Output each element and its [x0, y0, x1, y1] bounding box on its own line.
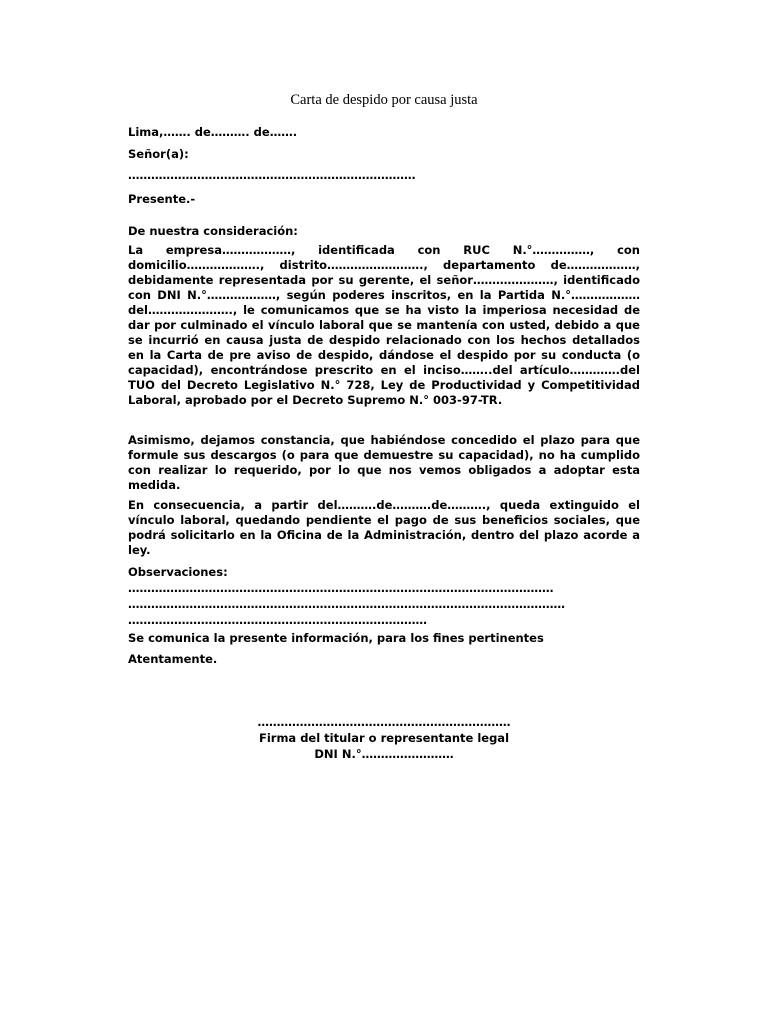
observations-label: Observaciones: [128, 565, 228, 579]
signature-dni: DNI N.°…………………… [314, 747, 454, 761]
closing-note: Se comunica la presente información, para los fines pertinentes [128, 631, 544, 645]
sign-off: Atentamente. [128, 652, 218, 666]
observation-line: …………………………………………………………………… [128, 613, 427, 627]
signature-label: Firma del titular o representante legal [258, 731, 510, 745]
presente-line: Presente.- [128, 192, 196, 206]
observation-line: ………………………………………………………………………………………………… [128, 581, 554, 595]
paragraph-2: Asimismo, dejamos constancia, que habiéndose concedido el plazo para que formule sus descargos (o para que demuestre su capacidad), no ha cumplido con realizar lo requerido, por lo que nos vemos obligados a adoptar esta medida. [128, 433, 640, 492]
signature-line: ………………………………………………………… [257, 715, 511, 729]
document-title: Carta de despido por causa justa [290, 92, 478, 108]
place-date-line: Lima,……. de………. de……. [128, 125, 298, 139]
salutation: Señor(a): [128, 147, 189, 161]
addressee-line: ………………………………………………………………… [128, 168, 416, 182]
paragraph-3: En consecuencia, a partir del……….de……….de………., queda extinguido el vínculo laboral, quedando pendiente el pago de sus beneficios sociales, que podrá solicitarlo en la Oficina de la Administración, dentro del plazo acorde a ley. [128, 498, 640, 557]
paragraph-1: La empresa………………, identificada con RUC N.°……………, con domicilio………………., distrito……………………., departamento de………………, debidamente representada por su gerente, el señor…………………, identificado con DNI N.°………………, según poderes inscritos, en la Partida N.°……………… del…………………., le comunicamos que se ha visto la imperiosa necesidad de dar por culminado el vínculo laboral que se mantenía con usted, debido a que se incurrió en causa justa de despido relacionado con los hechos detallados en la Carta de pre aviso de despido, dándose el despido por su conducta (o capacidad), encontrándose prescrito en el inciso……..del artículo………….del TUO del Decreto Legislativo N.° 728, Ley de Productividad y Competitividad Laboral, aprobado por el Decreto Supremo N.° 003-97-TR. [128, 243, 640, 407]
observation-line: …………………………………………………………………………………………………… [128, 597, 565, 611]
greeting: De nuestra consideración: [128, 224, 298, 238]
